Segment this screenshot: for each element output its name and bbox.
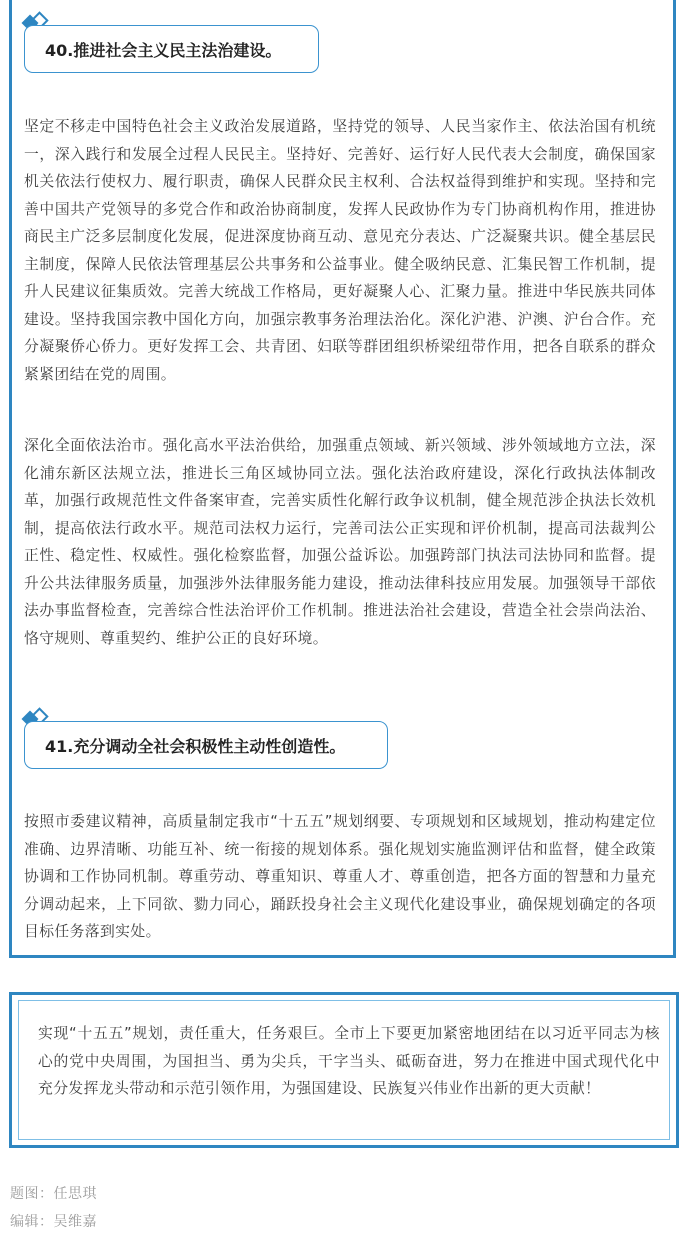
section-41-paragraph-1: 按照市委建议精神，高质量制定我市“十五五”规划纲要、专项规划和区域规划，推动构建定位准确、边界清晰、功能互补、统一衔接的规划体系。强化规划实施监测评估和监督，健全政策协调和工作协同机制。尊重劳动、尊重知识、尊重人才、尊重创造，把各方面的智慧和力量充分调动起来，上下同欲、勠力同心，踊跃投身社会主义现代化建设事业，确保规划确定的各项目标任务落到实处。 <box>24 813 656 940</box>
section-40-paragraph-1: 坚定不移走中国特色社会主义政治发展道路，坚持党的领导、人民当家作主、依法治国有机统一，深入践行和发展全过程人民民主。坚持好、完善好、运行好人民代表大会制度，确保国家机关依法行使权力、履行职责，确保人民群众民主权利、合法权益得到维护和实现。坚持和完善中国共产党领导的多党合作和政治协商制度，发挥人民政协作为专门协商机构作用，推进协商民主广泛多层制度化发展，促进深度协商互动、意见充分表达、广泛凝聚共识。健全基层民主制度，保障人民依法管理基层公共事务和公益事业。健全吸纳民意、汇集民智工作机制，提升人民建议征集质效。完善大统战工作格局，更好凝聚人心、汇聚力量。推进中华民族共同体建设。坚持我国宗教中国化方向，加强宗教事务治理法治化。深化沪港、沪澳、沪台合作。充分凝聚侨心侨力。更好发挥工会、共青团、妇联等群团组织桥梁纽带作用，把各自联系的群众紧紧团结在党的周围。 <box>24 118 656 383</box>
image-credit: 题图：任思琪 <box>10 1186 97 1202</box>
summary-inner-border <box>18 1000 670 1140</box>
editor-credit: 编辑：吴维嘉 <box>10 1214 97 1230</box>
section-41-heading <box>24 721 388 769</box>
summary-box <box>9 992 679 1148</box>
section-41-heading-text: 41.充分调动全社会积极性主动性创造性。 <box>45 736 346 756</box>
section-40-paragraph-2: 深化全面依法治市。强化高水平法治供给，加强重点领域、新兴领域、涉外领域地方立法，深化浦东新区法规立法，推进长三角区域协同立法。强化法治政府建设，深化行政执法体制改革，加强行政规范性文件备案审查，完善实质性化解行政争议机制，健全规范涉企执法长效机制，提高依法行政水平。规范司法权力运行，完善司法公正实现和评价机制，提高司法裁判公正性、稳定性、权威性。强化检察监督，加强公益诉讼。加强跨部门执法司法协同和监督。提升公共法律服务质量，加强涉外法律服务能力建设，推动法律科技应用发展。加强领导干部依法办事监督检查，完善综合性法治评价工作机制。推进法治社会建设，营造全社会崇尚法治、恪守规则、尊重契约、维护公正的良好环境。 <box>24 437 656 647</box>
section-40-heading <box>24 25 319 73</box>
section-40-heading-text: 40.推进社会主义民主法治建设。 <box>45 40 282 60</box>
summary-text: 实现“十五五”规划，责任重大，任务艰巨。全市上下要更加紧密地团结在以习近平同志为核心的党中央周围，为国担当、勇为尖兵，干字当头、砥砺奋进，努力在推进中国式现代化中充分发挥龙头带动和示范引领作用，为强国建设、民族复兴伟业作出新的更大贡献！ <box>38 1025 660 1097</box>
